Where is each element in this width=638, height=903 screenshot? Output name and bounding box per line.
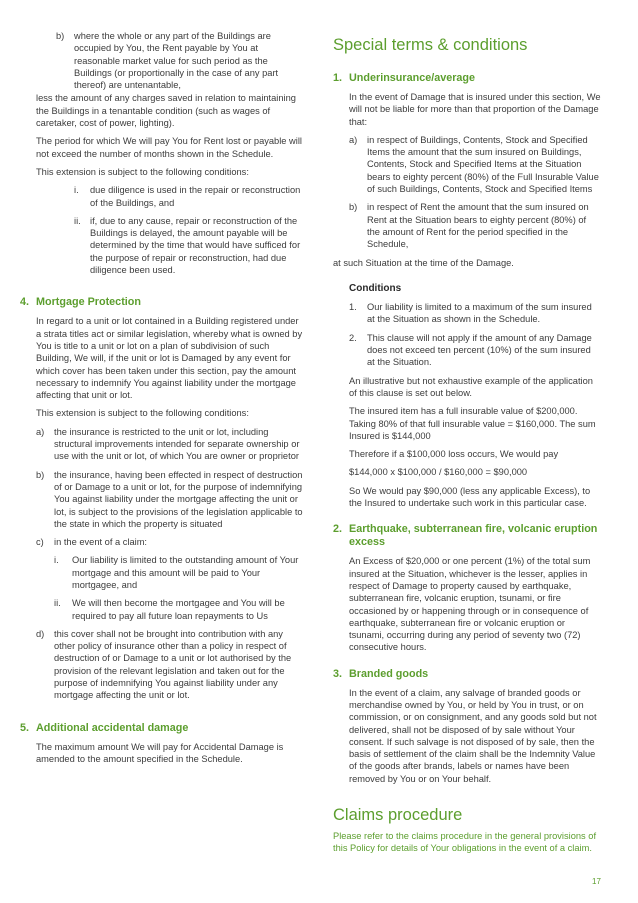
roman-item-ii	[36, 215, 306, 276]
list-text: the insurance is restricted to the unit or lot, including structural improvements intended for separate ownership or use with the unit or lot, of which You are owner or proprietor	[54, 426, 300, 462]
result-paragraph: So We would pay $90,000 (less any applicable Excess), to the Insured to undertake such work in this particular case.	[349, 485, 591, 509]
list-item-c	[36, 536, 306, 548]
list-text: We will then become the mortgagee and You will be required to pay all future loan repayments to Us	[72, 598, 285, 621]
section-5-heading	[20, 722, 306, 735]
list-marker: i.	[74, 185, 79, 196]
section-4-intro: In regard to a unit or lot contained in a Building registered under a strata titles act or similar legislation, whereby what is owned by You is title to a unit or lot on a plan of subdivision of such Building, We will, if the unit or lot is Damaged by any event for which cover has been taken under this section, pay the amount necessary to indemnify You against liability under the mortgage affecting that unit or lot.	[36, 316, 303, 401]
list-marker: i.	[54, 555, 59, 566]
section-title: Underinsurance/average	[349, 72, 476, 84]
list-text: Our liability is limited to the outstanding amount of Your mortgage and this amount will be paid to Your mortgagee, and	[72, 555, 299, 590]
period-paragraph: The period for which We will pay You for Rent lost or payable will not exceed the number of months shown in the Schedule.	[36, 136, 302, 159]
section-4-conditions-intro: This extension is subject to the following conditions:	[36, 408, 249, 419]
section-number: 2.	[333, 523, 343, 536]
condition-item-1	[349, 301, 601, 326]
list-marker: d)	[36, 628, 45, 639]
list-marker: 2.	[349, 332, 357, 343]
list-marker: b)	[56, 31, 65, 41]
list-marker: ii.	[74, 215, 81, 226]
section-title: Earthquake, subterranean fire, volcanic eruption excess	[349, 523, 598, 549]
section-5-text: The maximum amount We will pay for Accidental Damage is amended to the amount specified in the Schedule.	[36, 741, 284, 764]
list-text: if, due to any cause, repair or reconstruction of the Buildings is delayed, the amount payable will be determined by the time that would have sufficed for the purpose of repair or reconstruction, had due diligence been used.	[90, 215, 301, 276]
section-2-heading	[333, 523, 601, 549]
section-title: Additional accidental damage	[36, 721, 189, 734]
right-column	[333, 30, 601, 855]
sub-item-ii	[36, 597, 306, 622]
roman-item-i	[36, 184, 306, 209]
claims-procedure-heading: Claims procedure	[333, 806, 463, 825]
page-number: 17	[592, 877, 601, 886]
section-3-heading	[333, 668, 601, 681]
left-column	[20, 30, 306, 765]
list-marker: a)	[36, 426, 45, 437]
list-item-b	[349, 201, 601, 250]
situation-paragraph: at such Situation at the time of the Damage.	[333, 257, 514, 268]
condition-item-2	[349, 332, 601, 369]
list-item-a	[36, 426, 306, 463]
list-marker: ii.	[54, 598, 61, 609]
list-item-d	[36, 628, 306, 702]
list-item-a	[349, 134, 601, 195]
section-1-intro: In the event of Damage that is insured under this section, We will not be liable for more than that proportion of the Damage that:	[349, 92, 601, 127]
list-text: due diligence is used in the repair or reconstruction of the Buildings, and	[90, 185, 301, 208]
list-text: this cover shall not be brought into contribution with any other policy of insurance other than a policy in respect of destruction of or Damage to a unit or lot authorised by the provision of the relevant legislation and taken out for the purpose of indemnifying You against liability under any mortgage affecting the unit or lot.	[54, 628, 292, 701]
example-intro: An illustrative but not exhaustive example of the application of this clause is set out below.	[349, 375, 593, 398]
list-item-b	[36, 469, 306, 530]
section-number: 1.	[333, 72, 343, 84]
list-text: in the event of a claim:	[54, 537, 148, 548]
list-marker: a)	[349, 134, 358, 145]
section-title: Branded goods	[349, 667, 429, 680]
section-1-heading	[333, 72, 601, 85]
loss-paragraph: Therefore if a $100,000 loss occurs, We would pay	[349, 449, 559, 460]
list-marker: 1.	[349, 302, 357, 313]
conditions-heading: Conditions	[349, 282, 402, 294]
special-terms-heading: Special terms & conditions	[333, 36, 528, 54]
section-4-heading	[20, 296, 306, 309]
section-2-text: An Excess of $20,000 or one percent (1%) of the total sum insured at the Situation, whichever is the lesser, applies in respect of Damage to property caused by earthquake, subterranean fire, volcanic eruption, tsunami, or fire occasioned by or happening through or in consequence of earthquake, subterranean fire or volcanic eruption or tsunami, occurring during any period of seventy two (72) consecutive hours.	[349, 556, 591, 653]
list-text: in respect of Buildings, Contents, Stock and Specified Items the amount that the sum insured on Buildings, Contents, Stock and Specified Items at the Situation bears to eighty percent (80%) of the Full Insurable Value of such Buildings, Contents, Stock and Specified Items	[367, 134, 599, 195]
list-text: Our liability is limited to a maximum of the sum insured at the Situation as shown in the Schedule.	[367, 302, 592, 325]
list-marker: c)	[36, 537, 44, 548]
section-number: 4.	[20, 296, 30, 309]
sub-item-i	[36, 554, 306, 591]
list-text: This clause will not apply if the amount of any Damage does not exceed ten percent (10%) of the sum insured at the Situation.	[367, 332, 592, 368]
conditions-intro: This extension is subject to the following conditions:	[36, 166, 249, 177]
list-text: where the whole or any part of the Buildings are occupied by You, the Rent payable by You at reasonable market value for such period as the Buildings (or proportionally in the case of any part thereof) are untenantable,	[74, 31, 279, 91]
calculation: $144,000 x $100,000 / $160,000 = $90,000	[349, 467, 528, 478]
section-title: Mortgage Protection	[36, 296, 141, 309]
claims-procedure-text: Please refer to the claims procedure in the general provisions of this Policy for details of Your obligations in the event of a claim.	[333, 831, 597, 854]
section-number: 3.	[333, 667, 343, 680]
list-text: the insurance, having been effected in respect of destruction of or Damage to a unit or lot, for the purpose of indemnifying You against liability under the mortgage affecting the unit or lot, is subject to the provisions of the legislation applicable to the state in which the property is situated	[54, 469, 303, 529]
list-marker: b)	[349, 202, 358, 213]
list-item-b	[36, 30, 306, 91]
less-amount-paragraph: less the amount of any charges saved in relation to maintaining the Buildings in a tenantable condition (such as wages of caretaker, cost of power, lighting).	[36, 93, 296, 129]
list-marker: b)	[36, 469, 45, 480]
section-3-text: In the event of a claim, any salvage of branded goods or merchandise owned by You, or held by You in trust, or on commission, or on consignment, and any goods sold but not delivered, shall not be disposed of by sale without Your consent. If such salvage is not disposed of by sale, then the basis of settlement of the claim shall be the Indemnity Value of the goods after brands, labels or names have been removed by You or on Your behalf.	[349, 687, 597, 784]
list-text: in respect of Rent the amount that the sum insured on Rent at the Situation bears to eighty percent (80%) of the amount of Rent for the period specified in the Schedule,	[367, 202, 589, 250]
example-values: The insured item has a full insurable value of $200,000. Taking 80% of that full insurable value = $160,000. The sum Insured is $144,000	[349, 406, 596, 441]
section-number: 5.	[20, 721, 30, 734]
